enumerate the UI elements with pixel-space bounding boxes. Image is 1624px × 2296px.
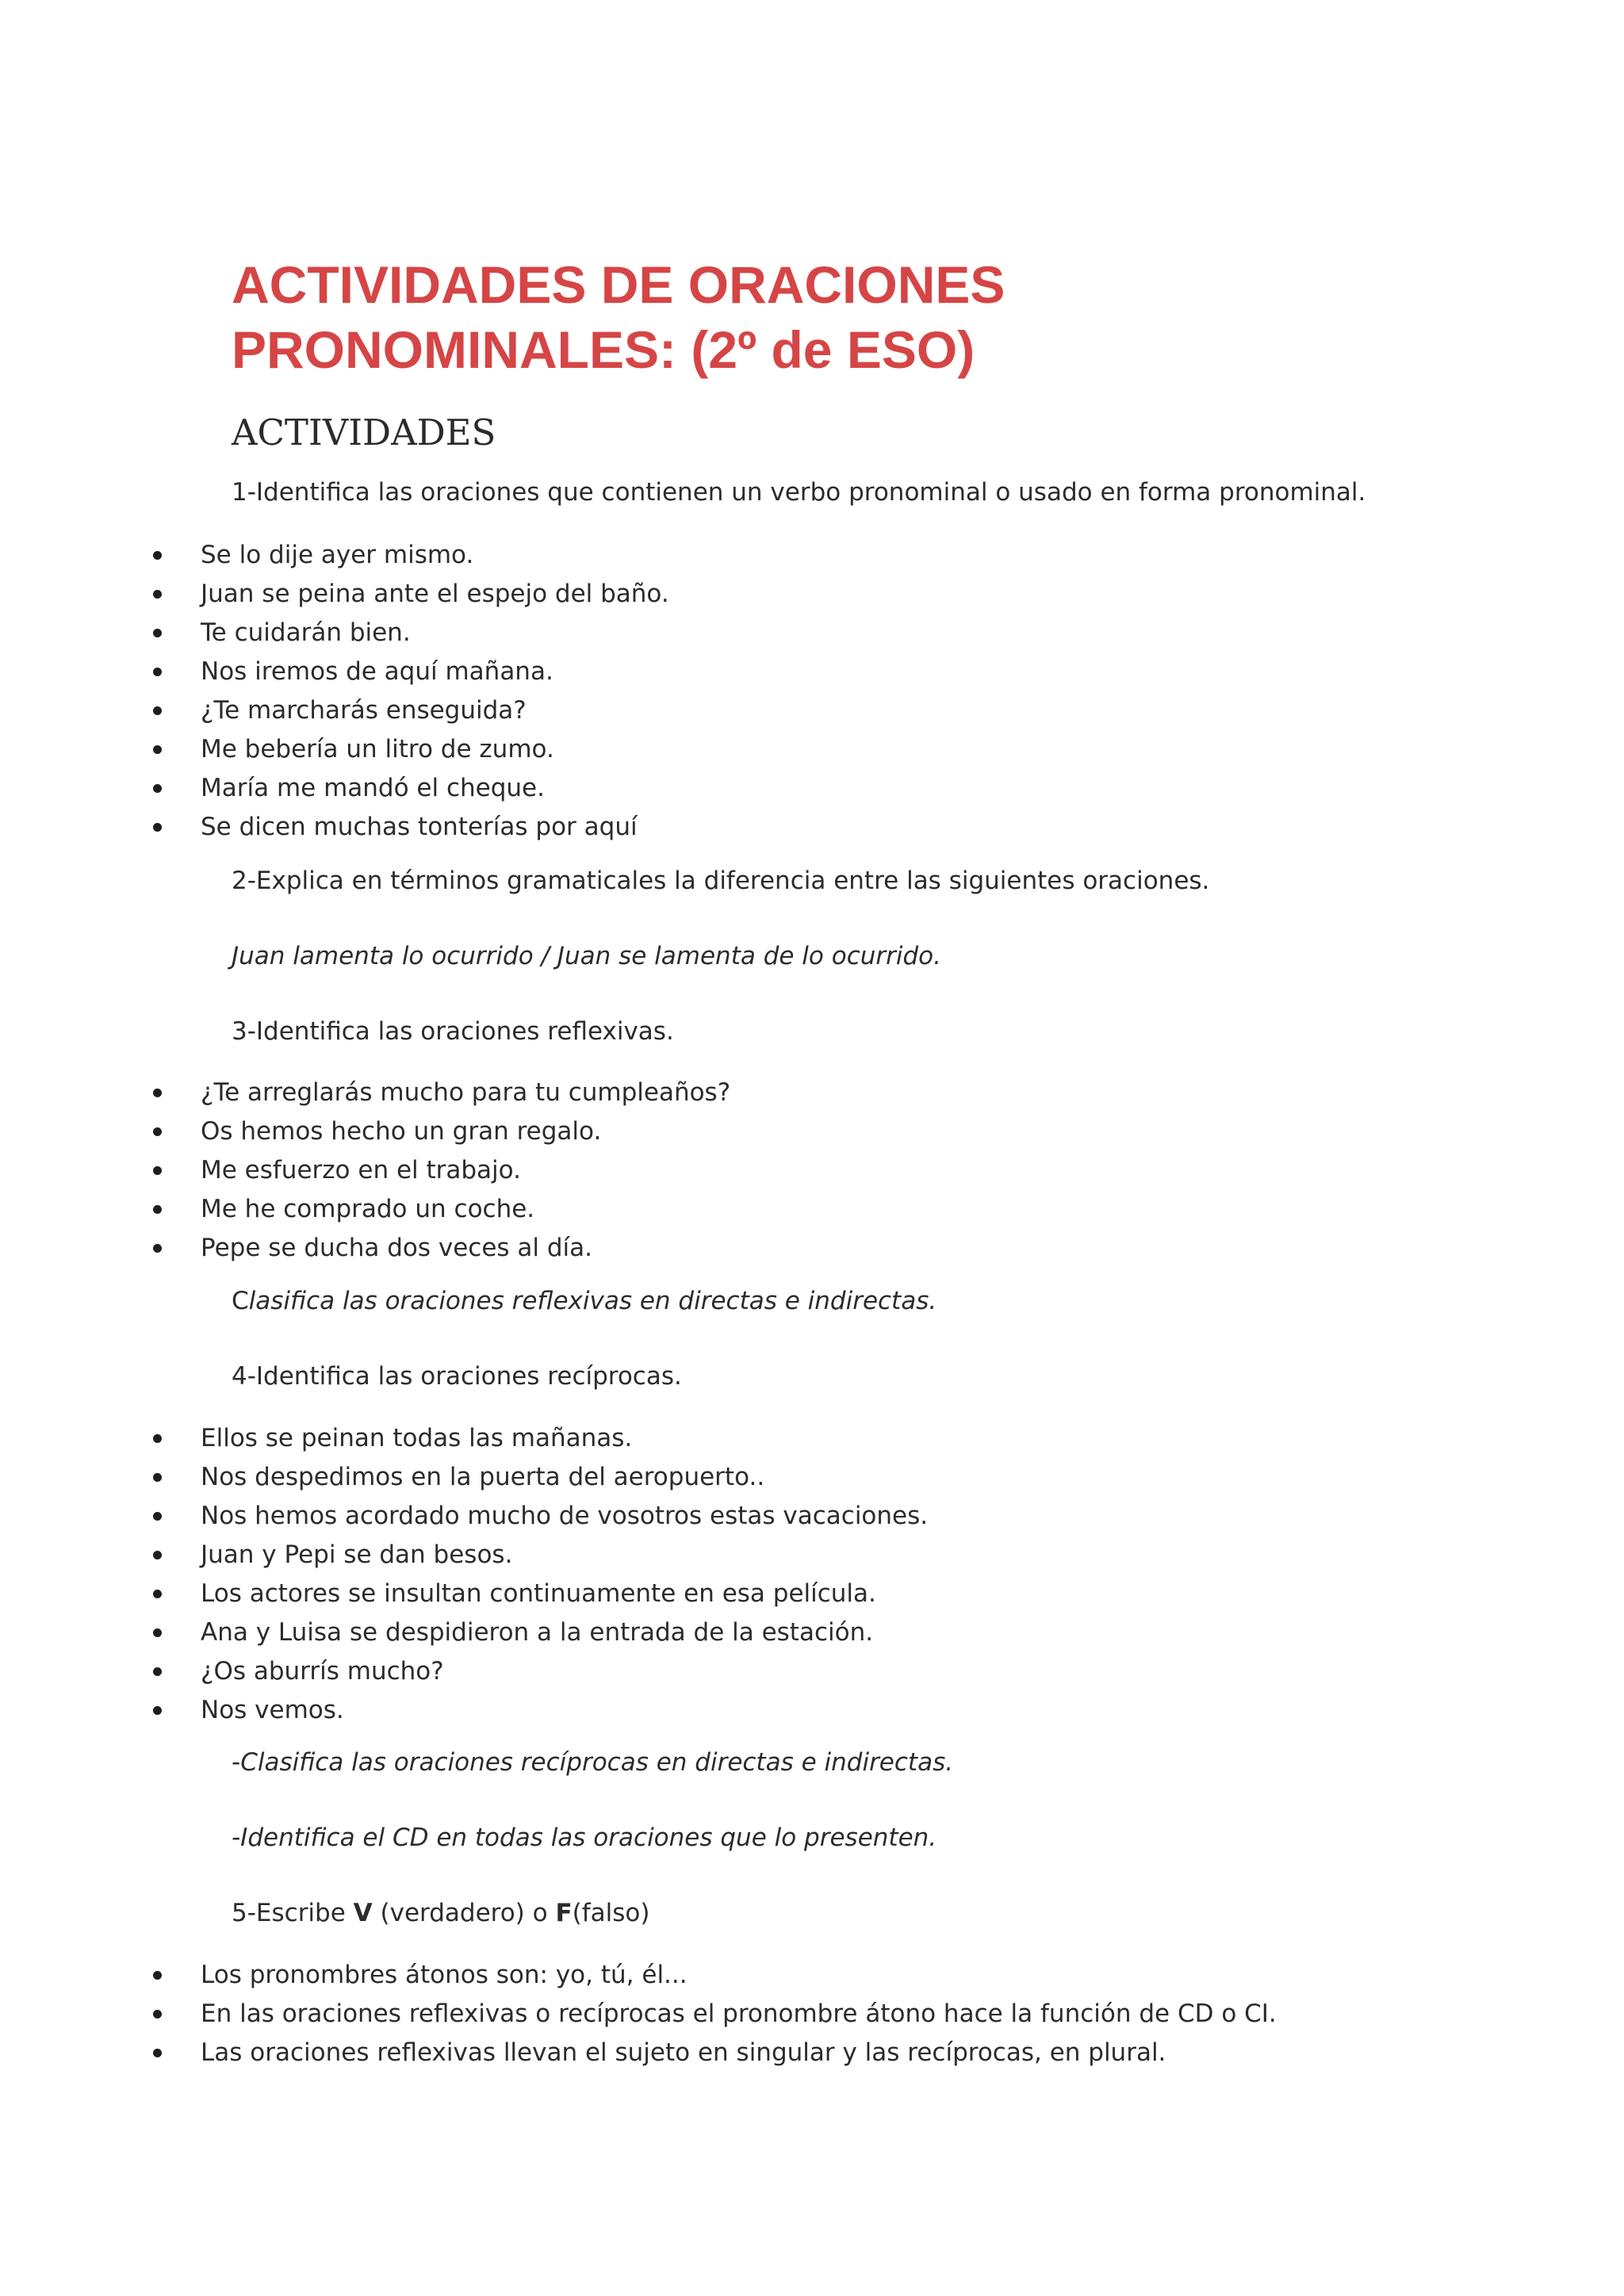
activity-4-note-1: -Clasifica las oraciones recíprocas en directas e indirectas. [232, 1748, 954, 1777]
bullet-icon [153, 1667, 162, 1676]
bullet-icon [153, 551, 162, 560]
bullet-icon [153, 1244, 162, 1253]
title-line-2: PRONOMINALES: (2º de ESO) [232, 320, 975, 379]
bullet-icon [153, 1706, 162, 1715]
bullet-icon [153, 706, 162, 715]
activity-3-note: Clasifica las oraciones reflexivas en directas e indirectas. [232, 1287, 937, 1315]
bullet-icon [153, 668, 162, 676]
activity-2-heading: 2-Explica en términos gramaticales la diferencia entre las siguientes oraciones. [232, 867, 1210, 895]
bullet-icon [153, 784, 162, 793]
bullet-icon [153, 1434, 162, 1443]
bullet-icon [153, 1551, 162, 1559]
activity-1-heading: 1-Identifica las oraciones que contienen un verbo pronominal o usado en forma pronominal. [232, 478, 1366, 507]
bullet-icon [153, 1166, 162, 1175]
bullet-icon [153, 1205, 162, 1214]
bullet-icon [153, 1473, 162, 1482]
bullet-icon [153, 1628, 162, 1637]
bullet-icon [153, 629, 162, 637]
bullet-icon [153, 1512, 162, 1521]
bullet-icon [153, 823, 162, 832]
bullet-icon [153, 1971, 162, 1980]
activity-4-heading: 4-Identifica las oraciones recíprocas. [232, 1362, 682, 1391]
page-title [232, 252, 1421, 382]
activity-4-note-2: -Identifica el CD en todas las oraciones que lo presenten. [232, 1823, 937, 1852]
activity-2-example: Juan lamenta lo ocurrido / Juan se lamenta de lo ocurrido. [232, 942, 942, 970]
section-heading: ACTIVIDADES [232, 411, 496, 453]
bullet-icon [153, 2010, 162, 2019]
bullet-icon [153, 1089, 162, 1097]
bullet-icon [153, 1127, 162, 1136]
title-line-1: ACTIVIDADES DE ORACIONES [232, 255, 1005, 314]
bullet-icon [153, 1590, 162, 1598]
document-page: ACTIVIDADES DE ORACIONES PRONOMINALES: (2º de ESO) ACTIVIDADES 1-Identifica las oraciones que contienen un verbo pronominal o usado en forma pronominal. Se lo dije ayer mismo. Juan se peina ante el espejo del baño. Te cuidarán bien. Nos iremos de aquí mañana. ¿Te marcharás enseguida? Me bebería un litro de zumo. María me mandó el cheque. Se dicen muchas tonterías por aquí 2-Explica en términos gramaticales la diferencia entre las siguientes oraciones. Juan lamenta lo ocurrido / Juan se lamenta de lo ocurrido. 3-Identifica las oraciones reflexivas. ¿Te arreglarás mucho para tu cumpleaños? Os hemos hecho un gran regalo. Me esfuerzo en el trabajo. Me he comprado un coche. Pepe se ducha dos veces al día. Clasifica las oraciones reflexivas en directas e indirectas. 4-Identifica las oraciones recíprocas. Ellos se peinan todas las mañanas. Nos despedimos en la puerta del aeropuerto.. Nos hemos acordado mucho de vosotros estas vacaciones. Juan y Pepi se dan besos. Los actores se insultan continuamente en esa película. Ana y Luisa se despidieron a la entrada de la estación. ¿Os aburrís mucho? Nos vemos. -Clasifica las oraciones recíprocas en directas e indirectas. -Identifica el CD en todas las oraciones que lo presenten. 5-Escribe V (verdadero) o F(falso) Los pronombres átonos son: yo, tú, él... En las oraciones reflexivas o recíprocas el pronombre átono hace la función de CD o CI. Las oraciones reflexivas llevan el sujeto en singular y las recíprocas, en plural. [0, 0, 1624, 2296]
bullet-icon [153, 745, 162, 754]
bullet-icon [153, 590, 162, 599]
bullet-icon [153, 2049, 162, 2057]
activity-5-heading: 5-Escribe V (verdadero) o F(falso) [232, 1899, 650, 1927]
activity-3-heading: 3-Identifica las oraciones reflexivas. [232, 1017, 674, 1046]
